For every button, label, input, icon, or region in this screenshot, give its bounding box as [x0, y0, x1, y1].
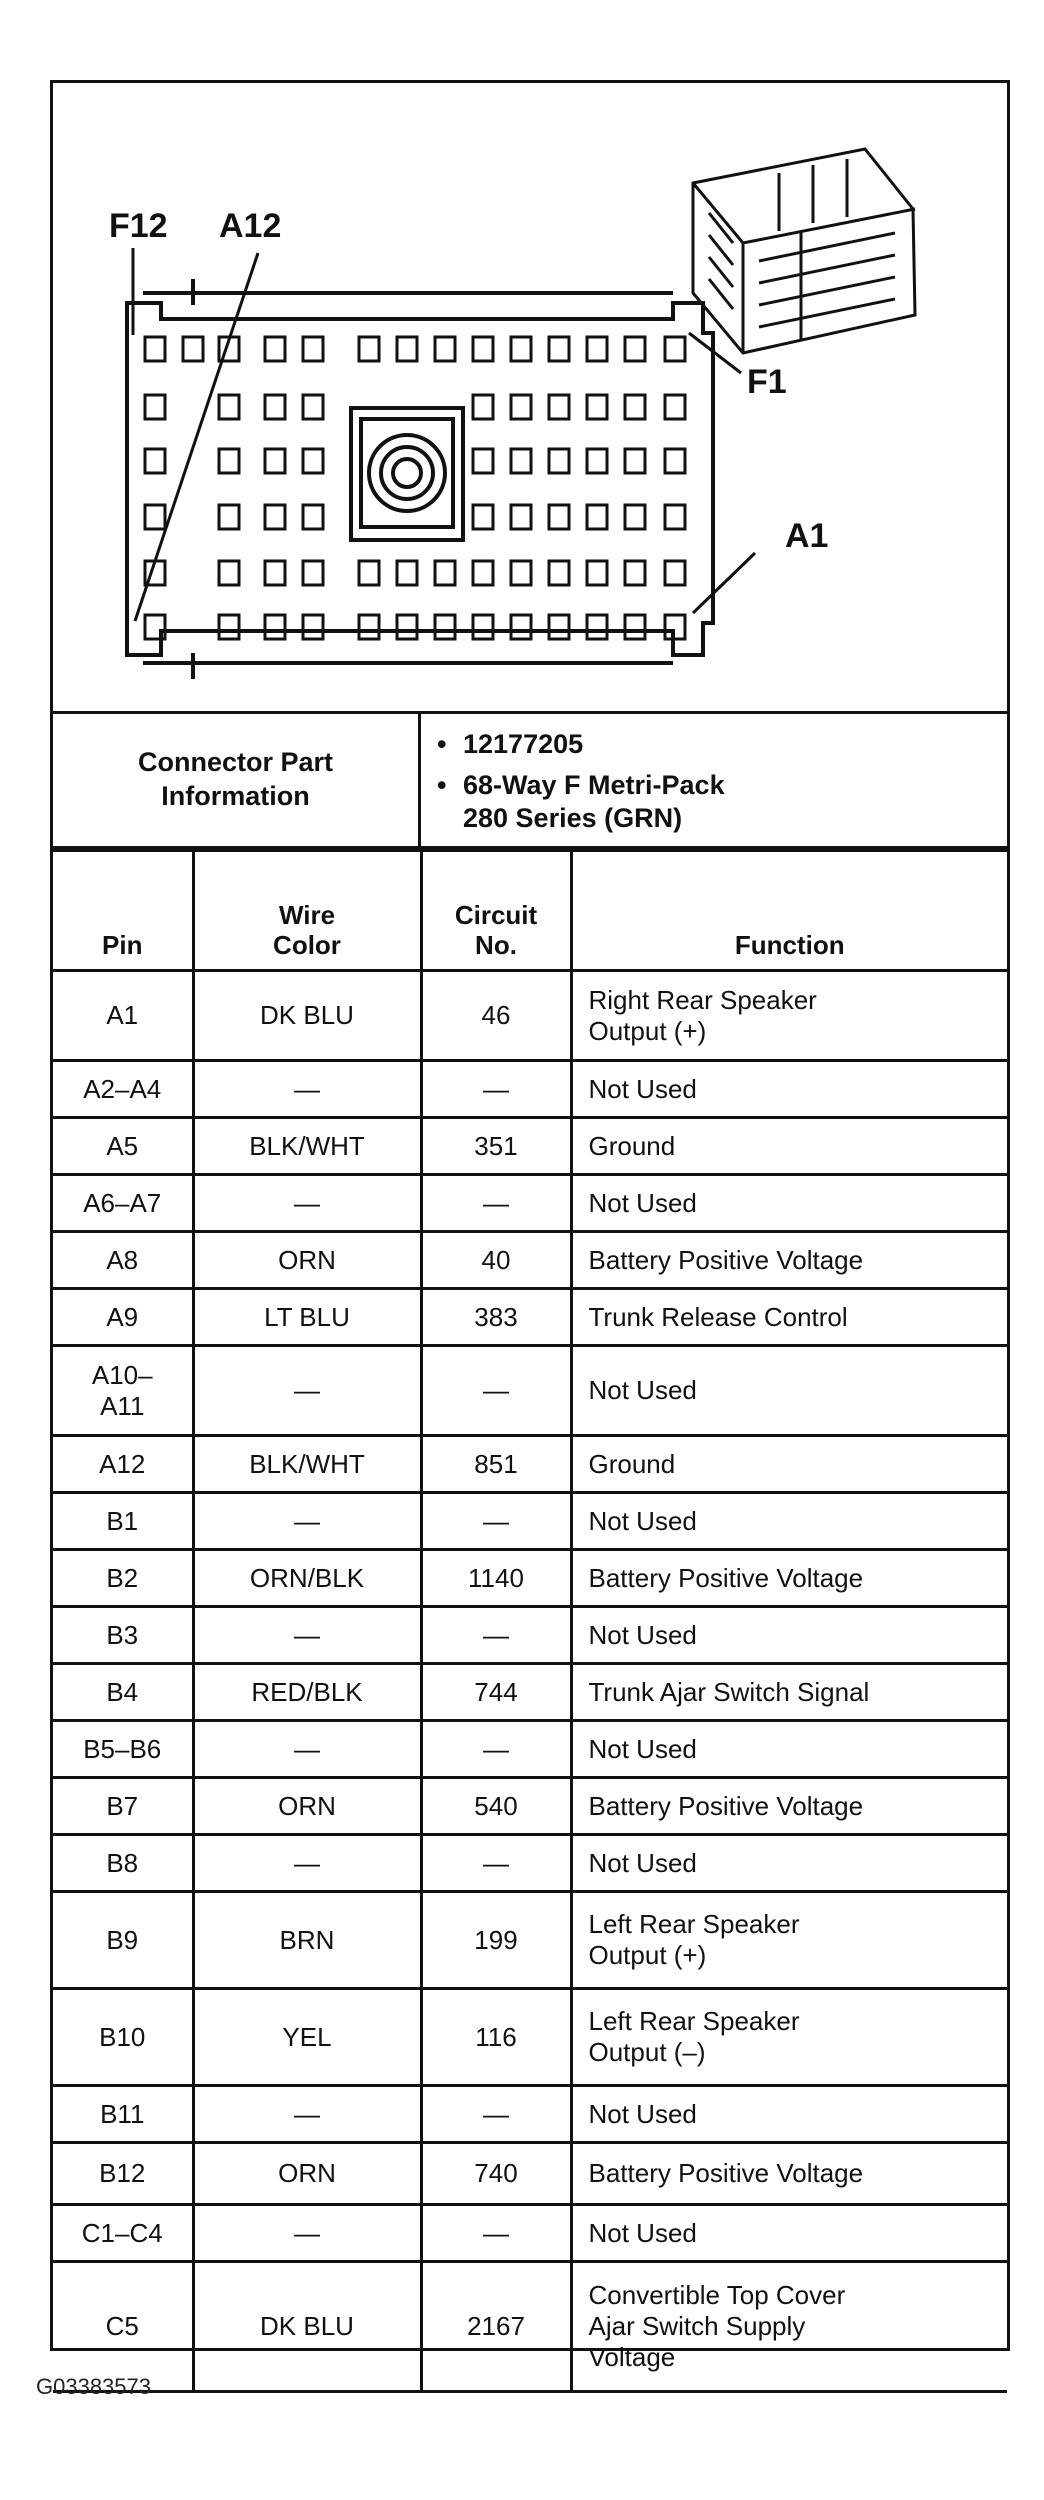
cell-circuit-no: — — [421, 1346, 571, 1436]
cavity — [473, 449, 493, 473]
pin-table-body — [53, 971, 1007, 2392]
connector-info-item — [437, 769, 1007, 835]
table-row — [53, 2143, 1007, 2205]
table-row — [53, 1550, 1007, 1607]
cavity — [625, 505, 645, 529]
cavity — [511, 505, 531, 529]
cavity — [549, 561, 569, 585]
cell-function: Ground — [571, 1118, 1007, 1175]
cavity — [303, 395, 323, 419]
cell-wire-color: — — [193, 1061, 421, 1118]
connector-info-items — [421, 714, 1007, 846]
cavity — [303, 615, 323, 639]
cavity — [549, 337, 569, 361]
cell-wire-color: — — [193, 1607, 421, 1664]
cell-wire-color: BLK/WHT — [193, 1118, 421, 1175]
cavity — [219, 505, 239, 529]
cell-wire-color: — — [193, 1175, 421, 1232]
table-row — [53, 1493, 1007, 1550]
cell-pin: A10– A11 — [53, 1346, 193, 1436]
cell-wire-color: ORN — [193, 1232, 421, 1289]
cell-wire-color: ORN/BLK — [193, 1550, 421, 1607]
cavity — [587, 505, 607, 529]
cavity — [511, 337, 531, 361]
figure-code: G03383573 — [36, 2374, 151, 2399]
cell-circuit-no: 744 — [421, 1664, 571, 1721]
cavity — [511, 561, 531, 585]
cavity — [665, 561, 685, 585]
cavity — [265, 615, 285, 639]
cell-circuit-no: 2167 — [421, 2262, 571, 2392]
cavity — [303, 505, 323, 529]
connector-info-item-text: 12177205 — [463, 729, 584, 759]
cavity — [549, 505, 569, 529]
cell-wire-color: DK BLU — [193, 971, 421, 1061]
cavity — [265, 561, 285, 585]
cavity — [397, 561, 417, 585]
cavity — [145, 337, 165, 361]
cavity — [549, 615, 569, 639]
bullet-icon: • — [437, 769, 447, 800]
cavity — [511, 395, 531, 419]
cell-circuit-no: 199 — [421, 1892, 571, 1989]
cell-wire-color: — — [193, 1493, 421, 1550]
cavity — [625, 615, 645, 639]
cavity — [183, 337, 203, 361]
cell-function: Not Used — [571, 2205, 1007, 2262]
cell-function: Not Used — [571, 1721, 1007, 1778]
cell-circuit-no: 740 — [421, 2143, 571, 2205]
label-f1: F1 — [747, 363, 787, 401]
cavity — [473, 505, 493, 529]
header-wire-color: Wire Color — [193, 851, 421, 971]
cell-pin: B12 — [53, 2143, 193, 2205]
cavity — [219, 395, 239, 419]
cavity — [145, 505, 165, 529]
cell-circuit-no: — — [421, 1607, 571, 1664]
cell-function: Not Used — [571, 1607, 1007, 1664]
cavity — [549, 395, 569, 419]
cell-circuit-no: — — [421, 1835, 571, 1892]
connector-info-header — [53, 714, 421, 846]
cavity — [359, 337, 379, 361]
cavity — [587, 561, 607, 585]
cell-wire-color: YEL — [193, 1989, 421, 2086]
cell-function: Left Rear Speaker Output (–) — [571, 1989, 1007, 2086]
cell-wire-color: — — [193, 2205, 421, 2262]
cavity — [665, 505, 685, 529]
cavity — [587, 615, 607, 639]
cell-wire-color: ORN — [193, 1778, 421, 1835]
cell-circuit-no: — — [421, 1061, 571, 1118]
cell-circuit-no: 1140 — [421, 1550, 571, 1607]
cell-circuit-no: 351 — [421, 1118, 571, 1175]
cell-function: Battery Positive Voltage — [571, 1232, 1007, 1289]
cell-wire-color: — — [193, 2086, 421, 2143]
cavity — [665, 337, 685, 361]
cell-pin: B8 — [53, 1835, 193, 1892]
cavity — [397, 337, 417, 361]
table-row — [53, 1175, 1007, 1232]
cell-pin: A8 — [53, 1232, 193, 1289]
cell-pin: A2–A4 — [53, 1061, 193, 1118]
connector-part-info — [53, 714, 1007, 849]
cell-circuit-no: — — [421, 1721, 571, 1778]
cavity — [473, 561, 493, 585]
table-row — [53, 1778, 1007, 1835]
table-row — [53, 1436, 1007, 1493]
table-row — [53, 2262, 1007, 2392]
connector-center-hub — [351, 408, 463, 540]
cell-function: Trunk Release Control — [571, 1289, 1007, 1346]
table-row — [53, 1061, 1007, 1118]
cavity — [265, 505, 285, 529]
cavity — [665, 449, 685, 473]
table-row — [53, 1289, 1007, 1346]
cell-circuit-no: — — [421, 2086, 571, 2143]
cavity — [265, 395, 285, 419]
cell-circuit-no: 540 — [421, 1778, 571, 1835]
connector-info-item-text: 68-Way F Metri-Pack 280 Series (GRN) — [463, 769, 725, 833]
cell-function: Not Used — [571, 1835, 1007, 1892]
connector-sheet — [50, 80, 1010, 2372]
label-a1: A1 — [785, 517, 829, 555]
header-function: Function — [571, 851, 1007, 971]
table-row — [53, 1607, 1007, 1664]
cavity — [435, 615, 455, 639]
cell-circuit-no: 851 — [421, 1436, 571, 1493]
cell-pin: B9 — [53, 1892, 193, 1989]
cell-function: Not Used — [571, 1493, 1007, 1550]
cell-circuit-no: — — [421, 1493, 571, 1550]
cavity — [219, 561, 239, 585]
cell-pin: A5 — [53, 1118, 193, 1175]
cavity — [435, 561, 455, 585]
cavity — [587, 395, 607, 419]
cavity — [587, 337, 607, 361]
connector-info-item — [437, 728, 1007, 761]
cell-wire-color: — — [193, 1346, 421, 1436]
cell-function: Trunk Ajar Switch Signal — [571, 1664, 1007, 1721]
cell-wire-color: RED/BLK — [193, 1664, 421, 1721]
cell-pin: B11 — [53, 2086, 193, 2143]
cavity — [625, 561, 645, 585]
cell-circuit-no: 46 — [421, 971, 571, 1061]
cell-circuit-no: — — [421, 1175, 571, 1232]
cell-function: Battery Positive Voltage — [571, 2143, 1007, 2205]
cell-circuit-no: 383 — [421, 1289, 571, 1346]
table-row — [53, 1232, 1007, 1289]
cell-pin: A12 — [53, 1436, 193, 1493]
cavity — [359, 615, 379, 639]
cavity — [265, 449, 285, 473]
cell-function: Battery Positive Voltage — [571, 1550, 1007, 1607]
cell-pin: B3 — [53, 1607, 193, 1664]
table-row — [53, 1892, 1007, 1989]
cell-pin: B10 — [53, 1989, 193, 2086]
cavity — [665, 395, 685, 419]
cell-pin: B2 — [53, 1550, 193, 1607]
cell-pin: B1 — [53, 1493, 193, 1550]
label-f12: F12 — [109, 207, 168, 245]
table-row — [53, 2086, 1007, 2143]
cavity — [511, 615, 531, 639]
cell-wire-color: BRN — [193, 1892, 421, 1989]
cell-pin: A9 — [53, 1289, 193, 1346]
cell-circuit-no: — — [421, 2205, 571, 2262]
connector-3d-sketch — [693, 149, 915, 353]
table-row — [53, 1835, 1007, 1892]
cavity — [625, 449, 645, 473]
cavity — [219, 615, 239, 639]
cavity — [265, 337, 285, 361]
cell-function: Not Used — [571, 1346, 1007, 1436]
cavity — [473, 615, 493, 639]
cell-circuit-no: 40 — [421, 1232, 571, 1289]
cell-function: Ground — [571, 1436, 1007, 1493]
cell-wire-color: ORN — [193, 2143, 421, 2205]
header-circuit-no: Circuit No. — [421, 851, 571, 971]
cell-wire-color: DK BLU — [193, 2262, 421, 2392]
cell-pin: B7 — [53, 1778, 193, 1835]
cavity — [145, 395, 165, 419]
cavity — [359, 561, 379, 585]
cell-pin: C5 — [53, 2262, 193, 2392]
bullet-icon: • — [437, 729, 447, 759]
cell-pin: B4 — [53, 1664, 193, 1721]
table-row — [53, 1989, 1007, 2086]
connector-diagram-panel — [53, 83, 1007, 714]
cavity — [625, 395, 645, 419]
cell-circuit-no: 116 — [421, 1989, 571, 2086]
cell-function: Convertible Top Cover Ajar Switch Supply Voltage — [571, 2262, 1007, 2392]
cavity — [219, 449, 239, 473]
table-row — [53, 1721, 1007, 1778]
cavity — [303, 449, 323, 473]
cell-pin: C1–C4 — [53, 2205, 193, 2262]
cell-pin: A1 — [53, 971, 193, 1061]
table-row — [53, 1346, 1007, 1436]
table-row — [53, 971, 1007, 1061]
cell-pin: B5–B6 — [53, 1721, 193, 1778]
cell-pin: A6–A7 — [53, 1175, 193, 1232]
pin-table — [53, 849, 1007, 2393]
pin-table-header — [53, 851, 1007, 971]
cavity — [435, 337, 455, 361]
leader-lines — [133, 248, 755, 621]
cell-wire-color: BLK/WHT — [193, 1436, 421, 1493]
cavity — [145, 449, 165, 473]
cavity — [587, 449, 607, 473]
cell-function: Battery Positive Voltage — [571, 1778, 1007, 1835]
header-pin: Pin — [53, 851, 193, 971]
cell-wire-color: — — [193, 1835, 421, 1892]
cell-function: Not Used — [571, 2086, 1007, 2143]
cavity — [303, 561, 323, 585]
cavity — [303, 337, 323, 361]
connector-face-diagram — [53, 83, 1007, 711]
table-row — [53, 2205, 1007, 2262]
cavity — [625, 337, 645, 361]
connector-info-header-text: Connector Part Information — [137, 747, 334, 811]
cell-function: Right Rear Speaker Output (+) — [571, 971, 1007, 1061]
table-row — [53, 1118, 1007, 1175]
cavity — [397, 615, 417, 639]
cell-wire-color: LT BLU — [193, 1289, 421, 1346]
cavity — [473, 337, 493, 361]
cell-function: Left Rear Speaker Output (+) — [571, 1892, 1007, 1989]
cavity — [473, 395, 493, 419]
label-a12: A12 — [219, 207, 282, 245]
cavity — [549, 449, 569, 473]
table-row — [53, 1664, 1007, 1721]
cell-function: Not Used — [571, 1061, 1007, 1118]
cavity — [511, 449, 531, 473]
cell-function: Not Used — [571, 1175, 1007, 1232]
cavity-grid — [145, 337, 685, 639]
cell-wire-color: — — [193, 1721, 421, 1778]
